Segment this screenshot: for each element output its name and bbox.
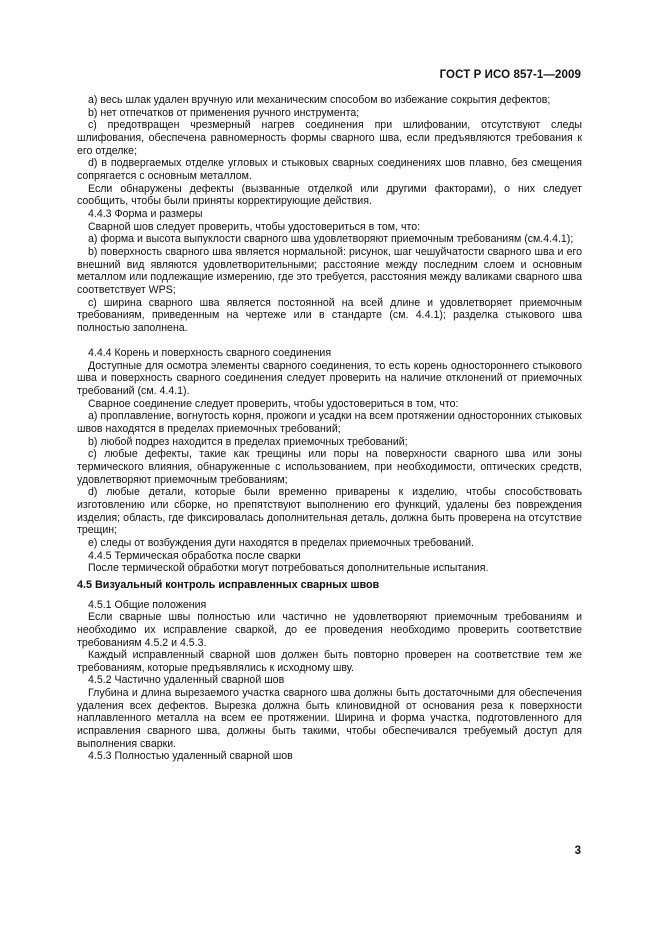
paragraph: Каждый исправленный сварной шов должен быть повторно проверен на соответствие тем же требованиям, которые предъявлялись к исходному шву. <box>77 649 582 674</box>
subsection-heading: 4.4.4 Корень и поверхность сварного соединения <box>88 347 332 360</box>
paragraph: c) ширина сварного шва является постоянной на всей длине и удовлетворяет приемочным требованиям, приведенным на чертеже или в стандарте (см. 4.4.1); разделка стыкового шва полностью заполнена. <box>77 296 582 334</box>
paragraph: c) любые дефекты, такие как трещины или поры на поверхности сварного шва или зоны термического влияния, обнаруженные с использованием, при необходимости, оптических средств, удовлетворяют приемочным требованиям; <box>77 448 582 486</box>
section-title: 4.5 Визуальный контроль исправленных сварных швов <box>77 578 380 591</box>
paragraph: а) проплавление, вогнутость корня, прожоги и усадки на всем протяжении односторонних стыковых швов находятся в пределах приемочных требований; <box>77 410 582 435</box>
paragraph: Доступные для осмотра элементы сварного соединения, то есть корень одностороннего стыкового шва и поверхность сварного соединения следует проверить на наличие отклонений от приемочных требований (см. 4.4.1). <box>77 359 582 398</box>
paragraph: b) любой подрез находится в пределах приемочных требований; <box>88 435 408 448</box>
paragraph: Глубина и длина вырезаемого участка сварного шва должны быть достаточными для обеспечения удаления всех дефектов. Вырезка должна быть клиновидной от основания реза к поверхности наплавленного металла на всем ее протяжении. Ширина и форма участка, подготовленного для исправления сварного шва, должны быть такими, чтобы обеспечивался требуемый доступ для выполнения сварки. <box>77 687 582 750</box>
paragraph: b) нет отпечатков от применения ручного инструмента; <box>88 106 360 119</box>
paragraph-group-c <box>77 599 582 764</box>
paragraph: Если сварные швы полностью или частично не удовлетворяют приемочным требованиям и необходимо их исправление сваркой, до ее проведения необходимо проверить соответствие требованиям 4.5.2 и 4.5.3. <box>77 611 582 649</box>
subsection-heading: 4.5.3 Полностью удаленный сварной шов <box>88 750 293 763</box>
subsection-heading: 4.5.2 Частично удаленный сварной шов <box>88 674 285 687</box>
paragraph: После термической обработки могут потребоваться дополнительные испытания. <box>88 562 489 575</box>
paragraph: d) в подвергаемых отделке угловых и стыковых сварных соединениях шов плавно, без смещения сопрягается с основным металлом. <box>77 157 582 182</box>
paragraph: а) форма и высота выпуклости сварного шва удовлетворяют приемочным требованиям (см.4.4.1); <box>88 233 574 246</box>
paragraph-group-b <box>77 347 582 575</box>
paragraph: d) любые детали, которые были временно приварены к изделию, чтобы способствовать изготовлению или сборке, но препятствуют выполнению его функций, удалены без повреждения изделия; область, где фиксировалась дополнительная деталь, должна быть проверена на отсутствие трещин; <box>77 486 582 537</box>
paragraph: а) весь шлак удален вручную или механическим способом во избежание сокрытия дефектов; <box>88 94 551 106</box>
document-code-header: ГОСТ Р ИСО 857-1—2009 <box>439 69 581 81</box>
paragraph: Если обнаружены дефекты (вызванные отделкой или другими факторами), о них следует сообщить, чтобы были приняты корректирующие действия. <box>77 182 582 208</box>
page-number: 3 <box>574 845 581 857</box>
subsection-heading: 4.4.5 Термическая обработка после сварки <box>88 549 301 562</box>
subsection-heading: 4.4.3 Форма и размеры <box>88 207 203 220</box>
paragraph: c) предотвращен чрезмерный нагрев соединения при шлифовании, отсутствуют следы шлифования, обеспечена равномерность формы сварного шва, если предъявляются требования к его отделке; <box>77 119 582 157</box>
paragraph: e) следы от возбуждения дуги находятся в пределах приемочных требований. <box>88 536 474 549</box>
paragraph: Сварной шов следует проверить, чтобы удостовериться в том, что: <box>88 220 421 233</box>
paragraph: Сварное соединение следует проверить, чтобы удостовериться в том, что: <box>88 397 459 410</box>
paragraph: b) поверхность сварного шва является нормальной: рисунок, шаг чешуйчатости сварного шва и его внешний вид являются удовлетворительными; расстояние между последним слоем и основным металлом или подлежащие измерению, где это требуется, расстояния между валиками сварного шва соответствует WPS; <box>77 245 582 296</box>
paragraph-group-a <box>77 94 582 334</box>
subsection-heading: 4.5.1 Общие положения <box>88 598 207 611</box>
document-body <box>77 94 582 763</box>
